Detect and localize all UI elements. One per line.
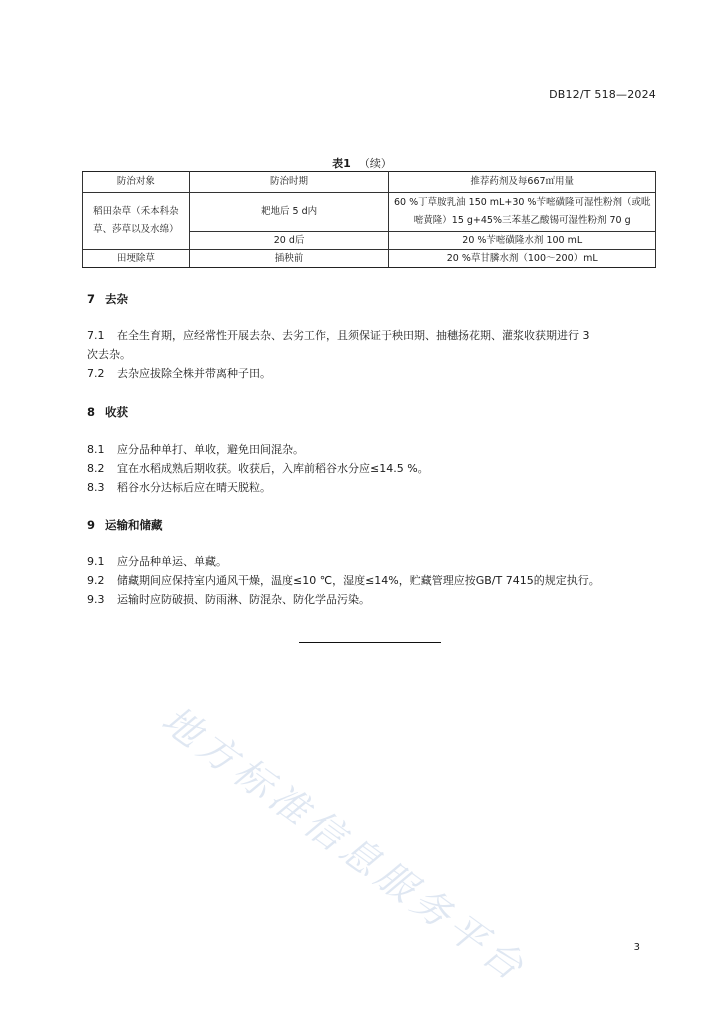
clause-text: 宜在水稻成熟后期收获。收获后，入库前稻谷水分应≤14.5 %。 [117, 462, 429, 475]
table-cell-period: 20 d后 [189, 232, 389, 250]
clause-text: 在全生育期，应经常性开展去杂、去劣工作，且须保证于秧田期、抽穗扬花期、灌浆收获期进行 3 [117, 329, 590, 342]
section-title: 收获 [105, 405, 128, 419]
clause-number: 9.1 [87, 555, 105, 568]
table-title-suffix: （续） [358, 157, 392, 170]
page-number: 3 [633, 942, 640, 953]
table-cell-period: 插秧前 [189, 250, 389, 268]
pesticide-table [82, 171, 656, 268]
section-number: 8 [87, 405, 96, 419]
clause-8-1 [87, 440, 661, 459]
table-title: 表1 [332, 157, 351, 170]
end-divider [299, 642, 441, 643]
clause-number: 7.2 [87, 367, 105, 380]
section-heading-8 [87, 404, 128, 420]
column-header-target: 防治对象 [83, 172, 190, 193]
clause-7-2 [87, 364, 661, 383]
column-header-period: 防治时期 [189, 172, 389, 193]
table-cell-chemical: 60 %丁草胺乳油 150 mL+30 %苄嘧磺隆可湿性粉剂（或吡嘧黄隆）15 g+45%三苯基乙酸锡可湿性粉剂 70 g [389, 193, 656, 232]
clause-number: 9.2 [87, 574, 105, 587]
clause-number: 8.1 [87, 443, 105, 456]
table-cell-target: 稻田杂草（禾本科杂草、莎草以及水绵） [83, 193, 190, 250]
table-cell-chemical: 20 %苄嘧磺隆水剂 100 mL [389, 232, 656, 250]
section-heading-7 [87, 291, 128, 307]
section-title: 运输和储藏 [105, 518, 163, 532]
watermark: 地方标准信息服务平台 [153, 697, 536, 992]
table-cell-target: 田埂除草 [83, 250, 190, 268]
clause-9-2 [87, 571, 661, 590]
standard-code: DB12/T 518—2024 [549, 88, 656, 101]
table-header-row [83, 172, 656, 193]
clause-number: 8.2 [87, 462, 105, 475]
column-header-chemical: 推荐药剂及每667㎡用量 [389, 172, 656, 193]
section-number: 7 [87, 292, 96, 306]
clause-text-continued: 次去杂。 [87, 348, 131, 361]
table-cell-chemical: 20 %草甘膦水剂（100～200）mL [389, 250, 656, 268]
table-row [83, 250, 656, 268]
table-cell-period: 耙地后 5 d内 [189, 193, 389, 232]
clause-9-3 [87, 590, 661, 609]
clause-9-1 [87, 552, 661, 571]
clause-8-3 [87, 478, 661, 497]
clause-text: 去杂应拔除全株并带离种子田。 [117, 367, 271, 380]
clause-8-2 [87, 459, 661, 478]
clause-text: 应分品种单打、单收，避免田间混杂。 [117, 443, 304, 456]
section-title: 去杂 [105, 292, 128, 306]
clause-7-1 [87, 326, 661, 364]
clause-text: 运输时应防破损、防雨淋、防混杂、防化学品污染。 [117, 593, 370, 606]
clause-text: 稻谷水分达标后应在晴天脱粒。 [117, 481, 271, 494]
clause-number: 9.3 [87, 593, 105, 606]
section-heading-9 [87, 517, 163, 533]
table-caption [0, 155, 724, 171]
clause-number: 7.1 [87, 329, 105, 342]
section-number: 9 [87, 518, 96, 532]
clause-text: 储藏期间应保持室内通风干燥，温度≤10 ℃，湿度≤14%，贮藏管理应按GB/T 7415的规定执行。 [117, 574, 600, 587]
clause-number: 8.3 [87, 481, 105, 494]
clause-text: 应分品种单运、单藏。 [117, 555, 227, 568]
table-row [83, 193, 656, 232]
